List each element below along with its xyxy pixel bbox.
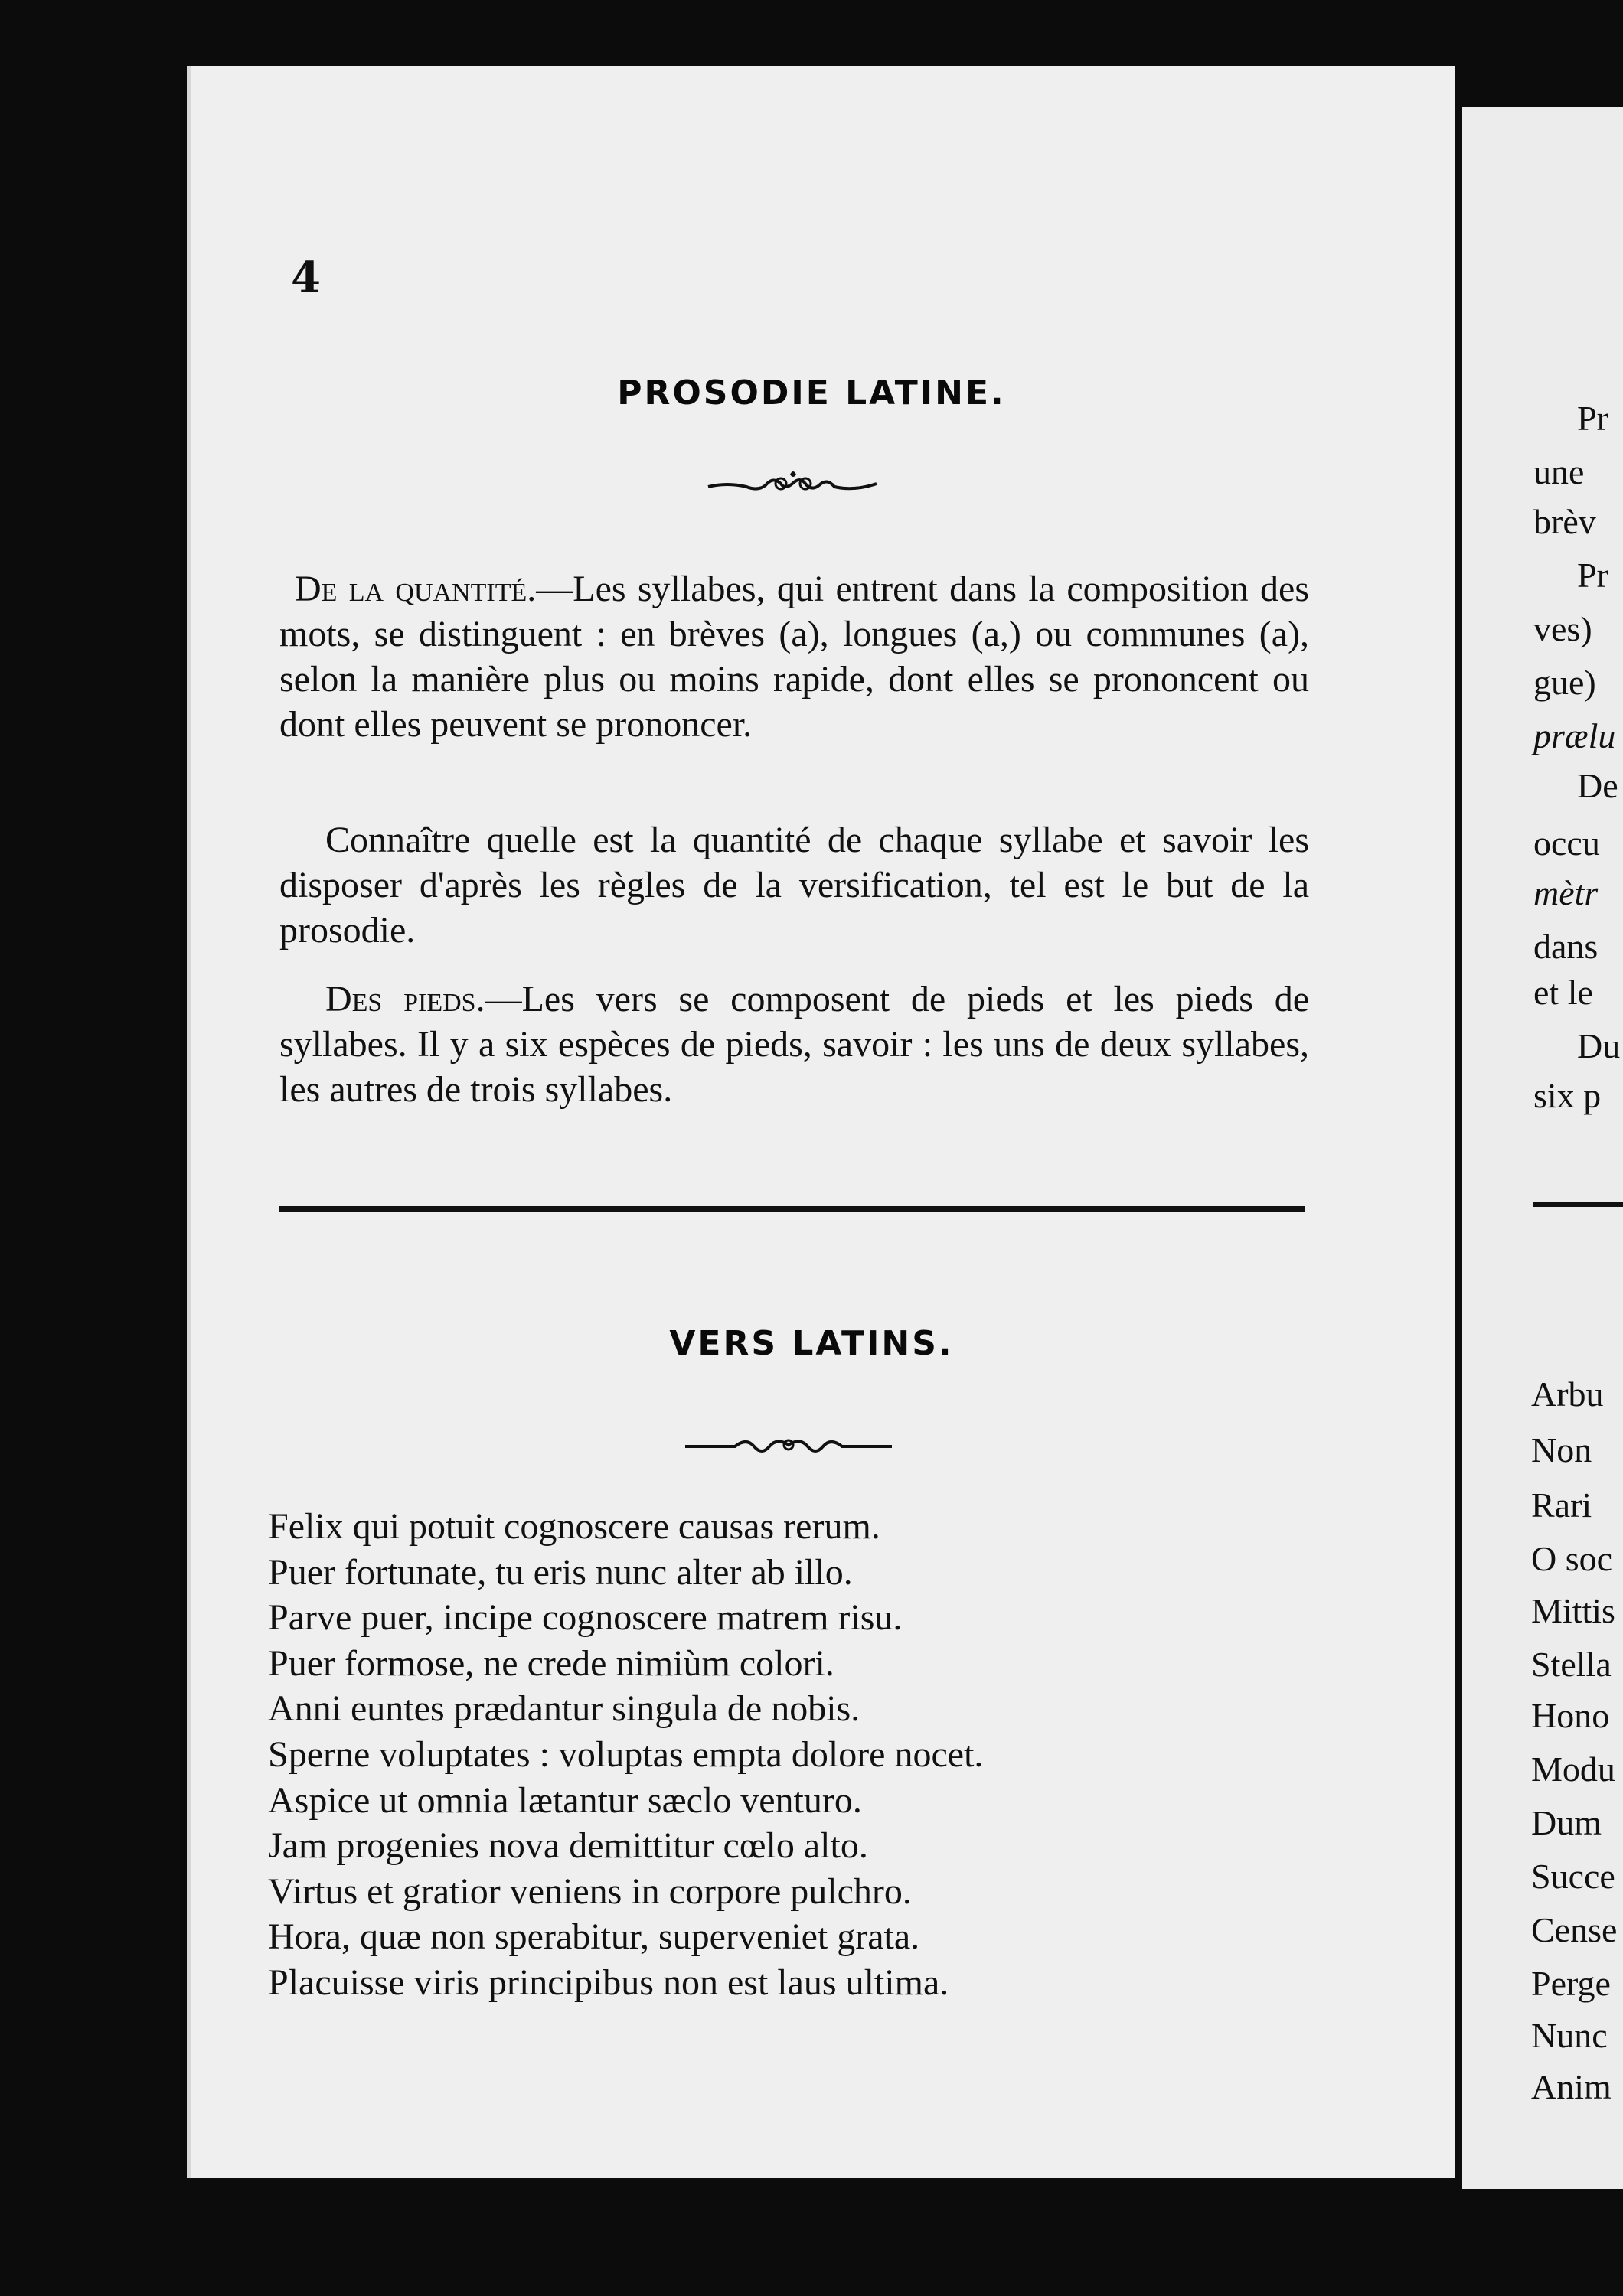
right-line: Non [1531,1430,1592,1469]
right-line: occu [1533,823,1600,863]
right-line: Hono [1531,1696,1610,1735]
paragraph-text: Connaître quelle est la quantité de chaque syllabe et savoir les disposer d'après les règles de la versification, tel est le but de la prosodie. [279,820,1309,951]
verse-list [268,1504,1340,2006]
verse-line: Hora, quæ non sperabitur, superveniet grata. [268,1916,920,1958]
right-line: Pr [1577,399,1608,438]
right-line: Cense [1531,1910,1618,1949]
right-line: dans [1533,927,1599,966]
page-number: 4 [291,253,321,303]
right-line: Du [1577,1026,1621,1065]
right-line: Arbu [1531,1375,1604,1414]
right-line: Modu [1531,1750,1615,1789]
paragraph-connaitre [279,817,1309,953]
right-page-divider [1533,1202,1623,1207]
right-line: brèv [1533,502,1596,541]
paragraph-pieds [279,977,1309,1112]
paragraph-text: —Les syllabes, qui entrent dans la composition des mots, se distinguent : en brèves (a), longues (a,) ou communes (a), selon la manière plus ou moins rapide, dont elles se prononcent ou dont elles peuvent se prononcer. [279,569,1309,745]
paragraph-lead: De la quantité. [295,569,537,609]
verse-line: Virtus et gratior veniens in corpore pulchro. [268,1870,912,1912]
verse-line: Placuisse viris principibus non est laus ultima. [268,1962,949,2003]
right-line: O soc [1531,1539,1613,1578]
verse-line: Parve puer, incipe cognoscere matrem risu. [268,1597,903,1639]
right-line: Stella [1531,1645,1612,1684]
verse-line: Aspice ut omnia lætantur sæclo venturo. [268,1779,862,1821]
right-line: De [1577,766,1618,805]
verse-line: Puer formose, ne crede nimiùm colori. [268,1642,834,1684]
verse-line: Sperne voluptates : voluptas empta dolore nocet. [268,1733,984,1775]
right-line: Pr [1577,556,1608,595]
verse-line: Puer fortunate, tu eris nunc alter ab illo. [268,1551,853,1593]
right-line: et le [1533,973,1593,1012]
verse-line: Felix qui potuit cognoscere causas rerum. [268,1506,880,1547]
section-title-prosodie: PROSODIE LATINE. [617,373,1006,413]
right-line: Nunc [1531,2016,1608,2055]
section-title-vers-latins: VERS LATINS. [669,1324,954,1363]
right-line: mètr [1533,873,1599,912]
right-line: Mittis [1531,1591,1615,1630]
paragraph-lead: Des pieds. [325,979,485,1019]
right-line: Perge [1531,1964,1611,2003]
right-line: Anim [1531,2067,1612,2106]
ornament-flourish-icon [681,1430,896,1460]
right-line: six p [1533,1076,1602,1115]
paragraph-quantite [279,566,1309,747]
right-line: prælu [1533,716,1616,755]
right-line: ves) [1533,609,1592,648]
section-divider [279,1206,1305,1212]
verse-line: Jam progenies nova demittitur cœlo alto. [268,1825,868,1867]
ornament-flourish-icon [704,467,880,505]
paragraph-text: —Les vers se composent de pieds et les pieds de syllabes. Il y a six espèces de pieds, savoir : les uns de deux syllabes, les autres de trois syllabes. [279,979,1309,1110]
right-line: Rari [1531,1486,1592,1525]
right-line: Succe [1531,1857,1615,1896]
right-line: Dum [1531,1803,1602,1842]
verse-line: Anni euntes prædantur singula de nobis. [268,1688,860,1730]
right-line: gue) [1533,663,1596,702]
right-line: une [1533,452,1585,491]
